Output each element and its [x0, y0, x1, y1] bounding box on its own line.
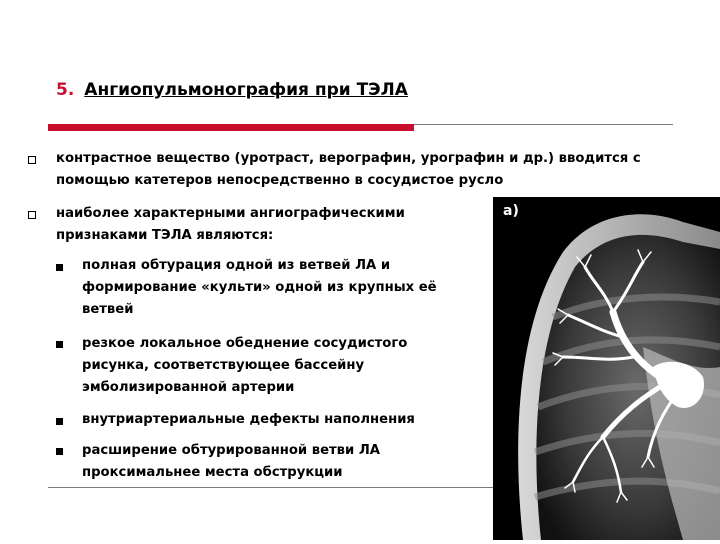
- bottom-divider: [48, 487, 494, 488]
- slide-title-number: 5.: [56, 80, 75, 100]
- filled-bullet-icon: [56, 448, 63, 455]
- bullet-text: наиболее характерными ангиографическими признаками ТЭЛА являются:: [56, 206, 405, 243]
- sub-bullet-text: полная обтурация одной из ветвей ЛА и формирование «культи» одной из крупных её ветвей: [82, 258, 437, 317]
- sub-bullet-text: расширение обтурированной ветви ЛА проксимальнее места обструкции: [82, 443, 380, 480]
- angiogram-image: [493, 197, 720, 540]
- slide-title-text: Ангиопульмонография при ТЭЛА: [84, 80, 408, 100]
- filled-bullet-icon: [56, 264, 63, 271]
- title-accent-bar: [48, 124, 414, 131]
- lung-angiogram-graphic: [493, 197, 720, 540]
- square-bullet-icon: [28, 211, 36, 219]
- figure-label: а): [503, 203, 519, 219]
- slide-title: [56, 80, 408, 100]
- filled-bullet-icon: [56, 341, 63, 348]
- sub-bullet-text: резкое локальное обеднение сосудистого рисунка, соответствующее бассейну эмболизированной артерии: [82, 336, 408, 395]
- sub-bullet-text: внутриартериальные дефекты наполнения: [82, 412, 415, 427]
- square-bullet-icon: [28, 156, 36, 164]
- bullet-text: контрастное вещество (уротраст, верографин, урографин и др.) вводится с помощью катетеров непосредственно в сосудистое русло: [56, 151, 641, 188]
- filled-bullet-icon: [56, 418, 63, 425]
